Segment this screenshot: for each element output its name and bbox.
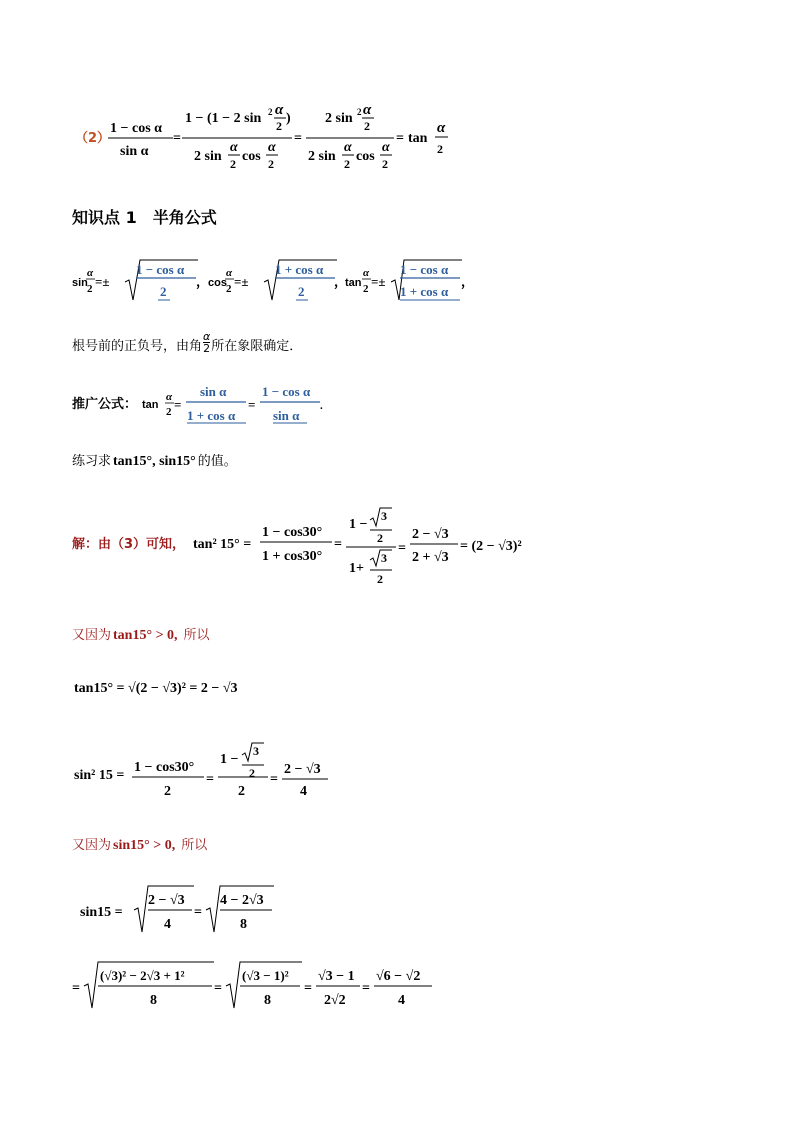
eq2-f2-num-sup: 2 xyxy=(268,107,273,117)
svg-text:α: α xyxy=(382,140,390,155)
sin2-f2-den: 2 xyxy=(238,784,245,799)
sign-note-after: 所在象限确定． xyxy=(211,339,303,354)
half-angle-svg xyxy=(68,252,488,312)
eq2-f1-num: 1 − cos α xyxy=(110,121,162,136)
sin-line1-r1-num: 2 − √3 xyxy=(148,893,185,908)
svg-text:，: ， xyxy=(334,274,348,289)
svg-text:=: = xyxy=(72,981,80,996)
svg-text:α: α xyxy=(363,267,370,279)
svg-text:3: 3 xyxy=(381,509,387,523)
svg-text:=: = xyxy=(174,397,182,412)
eq2-block xyxy=(70,100,460,184)
solution1-f3-num: 2 − √3 xyxy=(412,527,449,542)
ha-sin-eqpm: =± xyxy=(95,274,110,289)
eq2-f2-den-a: 2 sin xyxy=(194,149,222,164)
ha-tan-num: 1 − cos α xyxy=(400,262,449,277)
svg-text:2: 2 xyxy=(382,157,388,171)
sin-line2-f3-den: 2√2 xyxy=(324,993,346,1008)
sin-line2-f3-num: √3 − 1 xyxy=(318,969,355,984)
eq2-f2-close: ) xyxy=(286,111,291,126)
sin-line1-r2-den: 8 xyxy=(240,917,247,932)
svg-text:2: 2 xyxy=(230,157,236,171)
ha-sin-num: 1 − cos α xyxy=(136,262,185,277)
solution1-f1-den: 1 + cos30° xyxy=(262,549,323,564)
svg-text:α: α xyxy=(87,267,94,279)
svg-text:=: = xyxy=(206,772,214,787)
generalize-label: 推广公式： xyxy=(72,397,138,412)
solution1-line xyxy=(70,500,540,594)
svg-text:2: 2 xyxy=(166,406,172,418)
sin-line2-f4-num: √6 − √2 xyxy=(376,969,421,984)
exercise-expr: tan15°, sin15° xyxy=(113,454,196,469)
eq2-label: （2） xyxy=(75,131,111,146)
ha-cos-num: 1 + cos α xyxy=(275,262,324,277)
exercise-suffix: 的值。 xyxy=(197,454,237,469)
svg-text:2: 2 xyxy=(268,157,274,171)
eq2-f2-den-b: cos xyxy=(242,149,261,164)
solution1-f2-num-a: 1 − xyxy=(349,517,368,532)
generalize-f2-num: 1 − cos α xyxy=(262,384,311,399)
sin-line1-svg xyxy=(78,882,298,938)
svg-text:=: = xyxy=(304,981,312,996)
svg-text:=: = xyxy=(334,537,342,552)
eq2-f3-num-sup: 2 xyxy=(357,107,362,117)
eq2-eq1: = xyxy=(173,131,181,146)
sin-line2-r1-den: 8 xyxy=(150,993,157,1008)
sin2-f1-den: 2 xyxy=(164,784,171,799)
svg-text:α: α xyxy=(363,102,372,118)
sin2-f3-den: 4 xyxy=(300,784,307,799)
svg-text:3: 3 xyxy=(253,744,259,758)
svg-text:2: 2 xyxy=(437,142,443,156)
svg-text:3: 3 xyxy=(381,551,387,565)
because2-expr: sin15° > 0, xyxy=(113,838,176,853)
svg-text:α: α xyxy=(166,391,173,403)
generalize-f2-den: sin α xyxy=(273,408,300,423)
sin-line1-r2-num: 4 − 2√3 xyxy=(220,893,264,908)
eq2-rhs: tan xyxy=(408,131,428,146)
sign-note xyxy=(72,330,303,356)
sin-line2-r1-num: (√3)² − 2√3 + 1² xyxy=(100,968,185,983)
tan-result: tan15° = √(2 − √3)² = 2 − √3 xyxy=(74,681,238,696)
sin-line2-r2-den: 8 xyxy=(264,993,271,1008)
ha-sin-den: 2 xyxy=(160,284,167,299)
solution1-f2-den-a: 1+ xyxy=(349,561,364,576)
ha-sin-fn: sin xyxy=(72,277,88,289)
svg-text:2: 2 xyxy=(363,283,369,295)
ha-tan-eqpm: =± xyxy=(371,274,386,289)
svg-text:=: = xyxy=(214,981,222,996)
svg-text:=: = xyxy=(362,981,370,996)
eq2-f3-den-b: cos xyxy=(356,149,375,164)
sin-line1-lhs: sin15 = xyxy=(80,905,123,920)
svg-text:.: . xyxy=(320,400,323,412)
half-angle-formulas xyxy=(68,252,488,316)
svg-text:，: ， xyxy=(461,274,475,289)
sin-line1-r1-den: 4 xyxy=(164,917,171,932)
svg-text:2: 2 xyxy=(364,119,370,133)
generalize-line xyxy=(70,380,370,434)
svg-text:α: α xyxy=(268,140,276,155)
svg-text:α: α xyxy=(230,140,238,155)
svg-text:α: α xyxy=(437,120,446,136)
sin-line2-svg xyxy=(70,958,450,1014)
eq2-f2-alpha: α xyxy=(275,102,284,118)
svg-text:=: = xyxy=(270,772,278,787)
svg-text:α: α xyxy=(344,140,352,155)
ha-cos-den: 2 xyxy=(298,284,305,299)
eq2-f3-num-a: 2 sin xyxy=(325,111,353,126)
eq2-f2-num-a: 1 − (1 − 2 sin xyxy=(185,111,262,126)
sin2-f1-num: 1 − cos30° xyxy=(134,760,195,775)
because1-line xyxy=(72,624,210,644)
because1-expr: tan15° > 0, xyxy=(113,628,178,643)
svg-text:=: = xyxy=(194,905,202,920)
sign-note-before: 根号前的正负号，由角 xyxy=(72,339,203,354)
because2-prefix: 又因为 xyxy=(72,838,112,853)
because2-line xyxy=(72,834,207,854)
svg-text:α: α xyxy=(226,267,233,279)
solution1-rhs: = (2 − √3)² xyxy=(460,539,522,554)
svg-text:=: = xyxy=(248,397,256,412)
ha-cos-eqpm: =± xyxy=(234,274,249,289)
generalize-svg xyxy=(70,380,370,430)
sign-note-frac: α 2 xyxy=(203,330,211,355)
generalize-fn: tan xyxy=(142,399,159,411)
because1-suffix: 所以 xyxy=(183,628,210,643)
sin-line2 xyxy=(70,958,450,1018)
svg-text:2: 2 xyxy=(344,157,350,171)
solution1-f1-num: 1 − cos30° xyxy=(262,525,323,540)
eq2-f3-den-a: 2 sin xyxy=(308,149,336,164)
sin2-lhs: sin² 15 = xyxy=(74,768,125,783)
svg-text:，: ， xyxy=(196,274,210,289)
exercise-prefix: 练习求 xyxy=(72,454,112,469)
eq2-eq3: = xyxy=(396,131,404,146)
eq2-f1-den: sin α xyxy=(120,144,149,159)
sin2-svg xyxy=(72,735,352,805)
sin2-f2-num-a: 1 − xyxy=(220,752,239,767)
svg-text:2: 2 xyxy=(377,572,383,586)
solution1-lhs: tan² 15° = xyxy=(193,537,252,552)
section-heading: 知识点 1 半角公式 xyxy=(72,208,217,227)
svg-text:2: 2 xyxy=(377,531,383,545)
sin2-f3-num: 2 − √3 xyxy=(284,762,321,777)
ha-cos-fn: cos xyxy=(208,277,227,289)
eq2-f2-two: 2 xyxy=(276,119,282,133)
eq2-formula xyxy=(70,100,460,180)
svg-text:2: 2 xyxy=(87,283,93,295)
solution1-f3-den: 2 + √3 xyxy=(412,550,449,565)
solution1-svg xyxy=(70,500,540,590)
because1-prefix: 又因为 xyxy=(72,628,112,643)
sin2-line xyxy=(72,735,352,809)
solution1-prefix: 解：由（3）可知， xyxy=(72,537,186,552)
because2-suffix: 所以 xyxy=(181,838,208,853)
sin-line2-r2-num: (√3 − 1)² xyxy=(242,968,289,983)
exercise-line xyxy=(72,450,237,470)
generalize-f1-num: sin α xyxy=(200,384,227,399)
ha-tan-fn: tan xyxy=(345,277,362,289)
generalize-f1-den: 1 + cos α xyxy=(187,408,236,423)
eq2-eq2: = xyxy=(294,131,302,146)
svg-text:2: 2 xyxy=(249,766,255,780)
sin-line2-f4-den: 4 xyxy=(398,993,405,1008)
sin-line1 xyxy=(78,882,298,942)
ha-tan-den: 1 + cos α xyxy=(400,284,449,299)
svg-text:=: = xyxy=(398,541,406,556)
svg-text:2: 2 xyxy=(226,283,232,295)
